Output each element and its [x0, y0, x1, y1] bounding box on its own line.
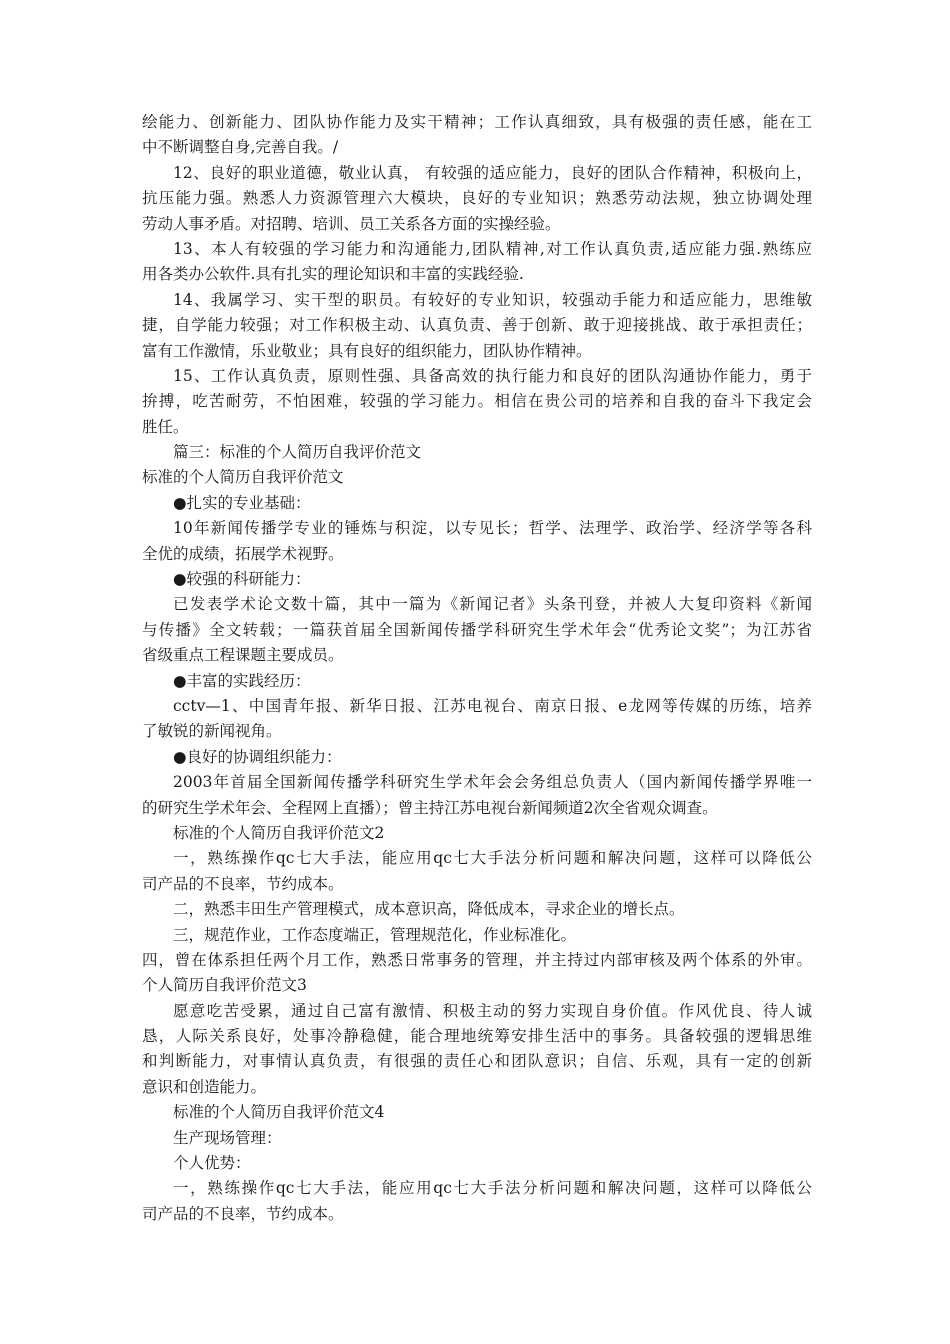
text-line: 2003年首届全国新闻传播学科研究生学术年会会务组总负责人（国内新闻传播学界唯一 [173, 773, 812, 792]
text-line: 意识和创造能力。 [142, 1077, 267, 1096]
text-line: 抗压能力强。熟悉人力资源管理六大模块，良好的专业知识；熟悉劳动法规，独立协调处理 [142, 189, 812, 208]
text-line: 富有工作激情，乐业敬业；具有良好的组织能力，团队协作精神。 [142, 341, 592, 360]
text-line: 省级重点工程课题主要成员。 [142, 646, 344, 665]
text-line: 全优的成绩，拓展学术视野。 [142, 544, 344, 563]
text-line: 二，熟悉丰田生产管理模式，成本意识高，降低成本，寻求企业的增长点。 [173, 900, 685, 919]
text-line: ●较强的科研能力： [173, 570, 311, 589]
text-line: 用各类办公软件.具有扎实的理论知识和丰富的实践经验. [142, 265, 524, 284]
text-line: 司产品的不良率，节约成本。 [142, 874, 344, 893]
text-line: 三，规范作业，工作态度端正，管理规范化，作业标准化。 [173, 925, 577, 944]
text-line: ●扎实的专业基础： [173, 493, 311, 512]
text-line: 劳动人事矛盾。对招聘、培训、员工关系各方面的实操经验。 [142, 214, 561, 233]
text-line: 个人简历自我评价范文3 [142, 976, 307, 995]
text-line: 14、我属学习、实干型的职员。有较好的专业知识，较强动手能力和适应能力，思维敏 [173, 290, 812, 309]
text-line: ●丰富的实践经历： [173, 671, 311, 690]
text-line: 司产品的不良率，节约成本。 [142, 1204, 344, 1223]
document-body [142, 110, 812, 1227]
text-line: 标准的个人简历自我评价范文2 [173, 823, 385, 842]
text-line: 生产现场管理： [173, 1128, 282, 1147]
text-line: 了敏锐的新闻视角。 [142, 722, 282, 741]
text-line: 已发表学术论文数十篇，其中一篇为《新闻记者》头条刊登，并被人大复印资料《新闻 [173, 595, 812, 614]
text-line: 个人优势： [173, 1154, 251, 1173]
text-line: 绘能力、创新能力、团队协作能力及实干精神；工作认真细致，具有极强的责任感，能在工 [142, 113, 812, 131]
text-line: 标准的个人简历自我评价范文4 [173, 1103, 385, 1122]
text-line: 的研究生学术年会、全程网上直播）；曾主持江苏电视台新闻频道2次全省观众调查。 [142, 798, 718, 817]
text-line: 15、工作认真负责，原则性强、具备高效的执行能力和良好的团队沟通协作能力，勇于 [173, 366, 812, 385]
text-line: 12、良好的职业道德，敬业认真， 有较强的适应能力，良好的团队合作精神，积极向上， [173, 163, 812, 182]
text-line: 四，曾在体系担任两个月工作，熟悉日常事务的管理，并主持过内部审核及两个体系的外审。 [142, 950, 812, 969]
text-line: 标准的个人简历自我评价范文 [142, 468, 344, 487]
text-line: 胜任。 [142, 417, 189, 436]
text-line: 愿意吃苦受累，通过自己富有激情、积极主动的努力实现自身价值。作风优良、待人诚 [173, 1001, 812, 1020]
text-line: 10年新闻传播学专业的锤炼与积淀，以专见长；哲学、法理学、政治学、经济学等各科 [173, 519, 812, 538]
text-line: 拚搏，吃苦耐劳，不怕困难，较强的学习能力。相信在贵公司的培养和自我的奋斗下我定会 [142, 392, 812, 411]
text-line: 中不断调整自身,完善自我。/ [142, 138, 339, 157]
text-line: 捷，自学能力较强；对工作积极主动、认真负责、善于创新、敢于迎接挑战、敢于承担责任； [142, 316, 812, 335]
text-line: 恳，人际关系良好，处事冷静稳健，能合理地统筹安排生活中的事务。具备较强的逻辑思维 [142, 1027, 812, 1046]
text-line: 一，熟练操作qc七大手法，能应用qc七大手法分析问题和解决问题，这样可以降低公 [173, 1179, 812, 1198]
text-line: 与传播》全文转载；一篇获首届全国新闻传播学科研究生学术年会“优秀论文奖”；为江苏省 [142, 620, 812, 639]
text-line: ●良好的协调组织能力： [173, 747, 342, 766]
text-line: 和判断能力，对事情认真负责，有很强的责任心和团队意识；自信、乐观，具有一定的创新 [142, 1052, 812, 1071]
text-line: 一，熟练操作qc七大手法，能应用qc七大手法分析问题和解决问题，这样可以降低公 [173, 849, 812, 868]
text-line: 篇三：标准的个人简历自我评价范文 [173, 443, 422, 462]
text-line: 13、本人有较强的学习能力和沟通能力,团队精神,对工作认真负责,适应能力强.熟练应 [173, 239, 812, 258]
text-line: cctv—1、中国青年报、新华日报、江苏电视台、南京日报、e龙网等传媒的历练，培养 [173, 696, 812, 715]
